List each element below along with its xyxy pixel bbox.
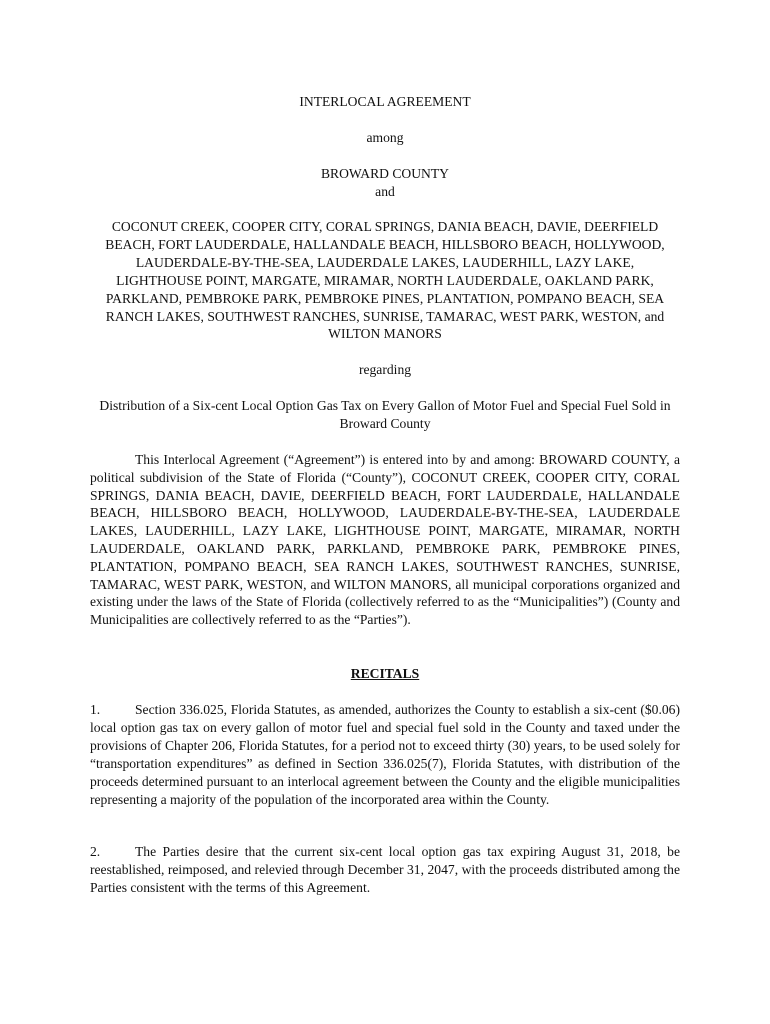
regarding-line: regarding	[358, 362, 412, 377]
county-name: BROWARD COUNTY	[320, 166, 449, 181]
recital-text: Section 336.025, Florida Statutes, as amended, authorizes the County to establish a six-cent ($0.06) local option gas tax on every gallon of motor fuel and special fuel sold in the County and taxed under the provisions of Chapter 206, Florida Statutes, for a period not to exceed thirty (30) years, to be used solely for “transportation expenditures” as defined in Section 336.025(7), Florida Statutes, with distribution of the proceeds determined pursuant to an interlocal agreement between the County and the eligible municipalities representing a majority of the population of the incorporated area within the County.	[90, 702, 680, 807]
agreement-subject: Distribution of a Six-cent Local Option Gas Tax on Every Gallon of Motor Fuel and Special Fuel Sold in Broward County	[99, 398, 671, 431]
intro-text: This Interlocal Agreement (“Agreement”) is entered into by and among: BROWARD COUNTY, a political subdivision of the State of Florida (“County”), COCONUT CREEK, COOPER CITY, CORAL SPRINGS, DANIA BEACH, DAVIE, DEERFIELD BEACH, FORT LAUDERDALE, HALLANDALE BEACH, HILLSBORO BEACH, HOLLYWOOD, LAUDERDALE-BY-THE-SEA, LAUDERDALE LAKES, LAUDERHILL, LAZY LAKE, LIGHTHOUSE POINT, MARGATE, MIRAMAR, NORTH LAUDERDALE, OAKLAND PARK, PARKLAND, PEMBROKE PARK, PEMBROKE PINES, PLANTATION, POMPANO BEACH, SEA RANCH LAKES, SOUTHWEST RANCHES, SUNRISE, TAMARAC, WEST PARK, WESTON, and WILTON MANORS, all municipal corporations organized and existing under the laws of the State of Florida (collectively referred to as the “Municipalities”) (County and Municipalities are collectively referred to as the “Parties”).	[90, 452, 680, 628]
recital-number: 1.	[90, 702, 101, 717]
recital-number: 2.	[90, 844, 101, 859]
recital-item	[90, 701, 680, 809]
recitals-heading: RECITALS	[350, 666, 420, 681]
and-line: and	[375, 184, 395, 199]
among-line: among	[366, 130, 404, 145]
document-title: INTERLOCAL AGREEMENT	[299, 94, 471, 109]
municipalities-list: COCONUT CREEK, COOPER CITY, CORAL SPRINGS, DANIA BEACH, DAVIE, DEERFIELD BEACH, FORT LAUDERDALE, HALLANDALE BEACH, HILLSBORO BEACH, HOLLYWOOD, LAUDERDALE-BY-THE-SEA, LAUDERDALE LAKES, LAUDERHILL, LAZY LAKE, LIGHTHOUSE POINT, MARGATE, MIRAMAR, NORTH LAUDERDALE, OAKLAND PARK, PARKLAND, PEMBROKE PARK, PEMBROKE PINES, PLANTATION, POMPANO BEACH, SEA RANCH LAKES, SOUTHWEST RANCHES, SUNRISE, TAMARAC, WEST PARK, WESTON, and WILTON MANORS	[105, 219, 665, 342]
intro-paragraph	[90, 451, 680, 629]
recital-text: The Parties desire that the current six-cent local option gas tax expiring August 31, 2018, be reestablished, reimposed, and relevied through December 31, 2047, with the proceeds distributed among the Parties consistent with the terms of this Agreement.	[90, 844, 680, 895]
recital-item	[90, 843, 680, 897]
